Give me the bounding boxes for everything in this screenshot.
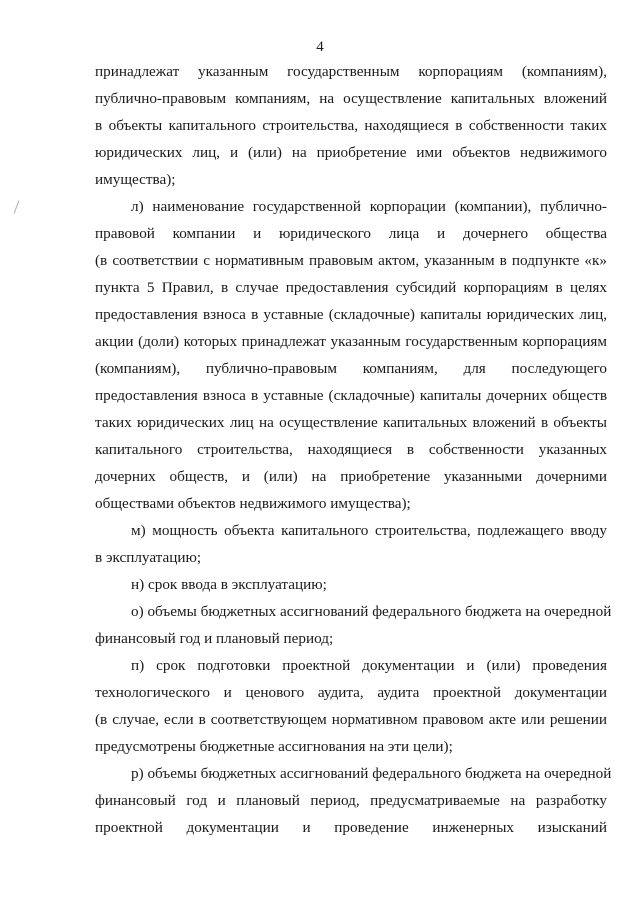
text-line: предоставления взноса в уставные (складочные) капиталы дочерних обществ [95, 387, 607, 404]
paragraph-o [95, 598, 612, 652]
text-line: дочерних обществ, и (или) на приобретение указанными дочерними [95, 468, 607, 485]
text-line: юридических лиц, и (или) на приобретение ими объектов недвижимого [95, 144, 607, 161]
text-line: акции (доли) которых принадлежат указанным государственным корпорациям [95, 333, 607, 350]
text-line: в эксплуатацию; [95, 549, 202, 566]
text-line: обществами объектов недвижимого имущества); [95, 495, 411, 512]
text-line: м) мощность объекта капитального строительства, подлежащего вводу [131, 522, 607, 539]
paragraph-m [95, 517, 607, 571]
text-line: принадлежат указанным государственным корпорациям (компаниям), [95, 63, 607, 80]
text-line: капитального строительства, находящиеся в собственности указанных [95, 441, 607, 458]
text-line: (компаниям), публично-правовым компаниям, для последующего [95, 360, 607, 377]
text-line: публично-правовым компаниям, на осуществление капитальных вложений [95, 90, 607, 107]
document-body [95, 58, 612, 841]
text-line: (в случае, если в соответствующем нормативном правовом акте или решении [95, 711, 607, 728]
text-line: финансовый год и плановый период, предусматриваемые на разработку [95, 792, 607, 809]
paragraph-n [95, 571, 607, 598]
paragraph-continuation [95, 58, 607, 193]
text-line: правовой компании и юридического лица и дочернего общества [95, 225, 607, 242]
text-line: предусмотрены бюджетные ассигнования на эти цели); [95, 738, 453, 755]
text-line: проектной документации и проведение инженерных изысканий [95, 819, 607, 836]
text-line: технологического и ценового аудита, аудита проектной документации [95, 684, 607, 701]
text-line: имущества); [95, 171, 176, 188]
text-line: предоставления взноса в уставные (складочные) капиталы юридических лиц, [95, 306, 607, 323]
text-line: н) срок ввода в эксплуатацию; [131, 576, 327, 593]
text-line: п) срок подготовки проектной документации и (или) проведения [131, 657, 607, 674]
paragraph-r [95, 760, 612, 841]
text-line: о) объемы бюджетных ассигнований федерального бюджета на очередной [131, 603, 612, 620]
text-line: л) наименование государственной корпорации (компании), публично- [131, 198, 607, 215]
text-line: финансовый год и плановый период; [95, 630, 334, 647]
text-line: пункта 5 Правил, в случае предоставления субсидий корпорациям в целях [95, 279, 607, 296]
paragraph-p [95, 652, 607, 760]
text-line: таких юридических лиц на осуществление капитальных вложений в объекты [95, 414, 607, 431]
paragraph-l [95, 193, 607, 517]
margin-pencil-mark [14, 200, 20, 213]
text-line: (в соответствии с нормативным правовым актом, указанным в подпункте «к» [95, 252, 607, 269]
text-line: в объекты капитального строительства, находящиеся в собственности таких [95, 117, 607, 134]
text-line: р) объемы бюджетных ассигнований федерального бюджета на очередной [131, 765, 612, 782]
page-number: 4 [316, 39, 324, 55]
